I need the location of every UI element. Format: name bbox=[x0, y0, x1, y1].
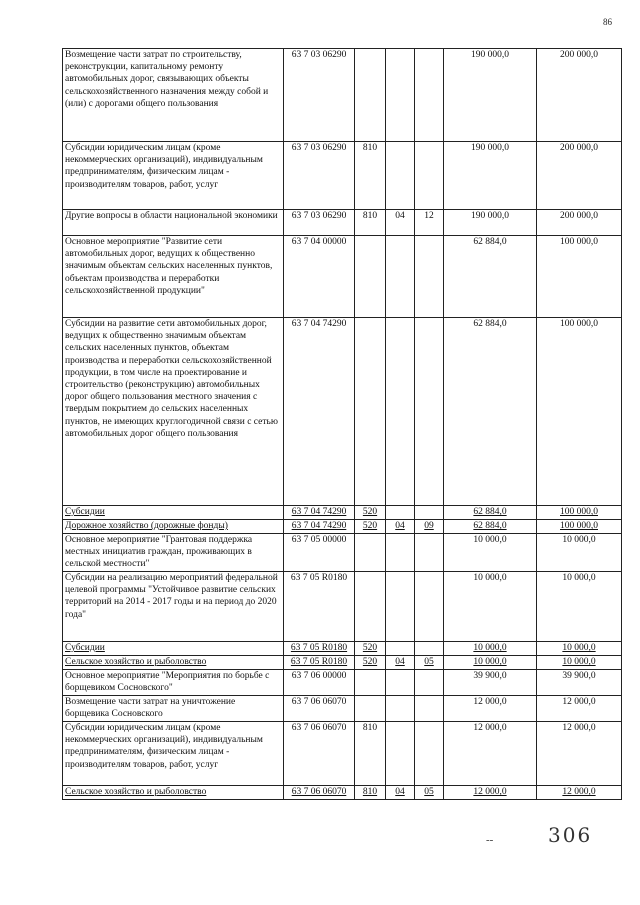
row-expense-type: 810 bbox=[355, 142, 386, 210]
row-code: 63 7 05 R0180 bbox=[284, 572, 355, 642]
table-row bbox=[63, 642, 622, 656]
row-expense-type bbox=[355, 318, 386, 506]
row-section: 04 bbox=[386, 210, 415, 236]
row-expense-type: 520 bbox=[355, 642, 386, 656]
row-section bbox=[386, 49, 415, 142]
row-section: 04 bbox=[386, 786, 415, 800]
row-sum-year-2: 12 000,0 bbox=[537, 786, 622, 800]
row-section: 04 bbox=[386, 520, 415, 534]
footer-stamp-number: 306 bbox=[548, 823, 593, 847]
row-sum-year-1: 62 884,0 bbox=[444, 506, 537, 520]
row-sum-year-2: 10 000,0 bbox=[537, 534, 622, 572]
table-row bbox=[63, 572, 622, 642]
row-expense-type bbox=[355, 670, 386, 696]
row-code: 63 7 04 74290 bbox=[284, 520, 355, 534]
row-sum-year-2: 200 000,0 bbox=[537, 210, 622, 236]
row-name: Субсидии юридическим лицам (кроме некоммерческих организаций), индивидуальным предпринимателям, физическим лицам - производителям товаров, работ, услуг bbox=[63, 722, 284, 786]
row-subsection bbox=[415, 642, 444, 656]
row-expense-type: 520 bbox=[355, 656, 386, 670]
row-subsection: 09 bbox=[415, 520, 444, 534]
row-expense-type bbox=[355, 534, 386, 572]
row-sum-year-1: 10 000,0 bbox=[444, 572, 537, 642]
row-code: 63 7 05 00000 bbox=[284, 534, 355, 572]
row-name: Дорожное хозяйство (дорожные фонды) bbox=[63, 520, 284, 534]
table-row bbox=[63, 520, 622, 534]
row-section bbox=[386, 534, 415, 572]
row-sum-year-1: 12 000,0 bbox=[444, 696, 537, 722]
row-expense-type: 810 bbox=[355, 210, 386, 236]
row-code: 63 7 03 06290 bbox=[284, 210, 355, 236]
page-number: 86 bbox=[603, 17, 612, 27]
row-name: Возмещение части затрат на уничтожение борщевика Сосновского bbox=[63, 696, 284, 722]
table-row bbox=[63, 142, 622, 210]
table-row bbox=[63, 696, 622, 722]
row-expense-type: 810 bbox=[355, 786, 386, 800]
table-row bbox=[63, 534, 622, 572]
row-subsection bbox=[415, 506, 444, 520]
row-sum-year-1: 10 000,0 bbox=[444, 642, 537, 656]
row-subsection: 12 bbox=[415, 210, 444, 236]
row-section bbox=[386, 236, 415, 318]
table-row bbox=[63, 786, 622, 800]
row-sum-year-1: 12 000,0 bbox=[444, 722, 537, 786]
table-row bbox=[63, 656, 622, 670]
table-row bbox=[63, 49, 622, 142]
row-sum-year-1: 39 900,0 bbox=[444, 670, 537, 696]
row-sum-year-1: 190 000,0 bbox=[444, 49, 537, 142]
row-sum-year-1: 62 884,0 bbox=[444, 318, 537, 506]
row-sum-year-2: 10 000,0 bbox=[537, 572, 622, 642]
row-subsection bbox=[415, 534, 444, 572]
row-code: 63 7 06 00000 bbox=[284, 670, 355, 696]
row-sum-year-1: 12 000,0 bbox=[444, 786, 537, 800]
table-row bbox=[63, 722, 622, 786]
row-expense-type bbox=[355, 572, 386, 642]
row-name: Основное мероприятие "Грантовая поддержка местных инициатив граждан, проживающих в сельской местности" bbox=[63, 534, 284, 572]
row-section bbox=[386, 696, 415, 722]
row-name: Другие вопросы в области национальной экономики bbox=[63, 210, 284, 236]
row-sum-year-1: 62 884,0 bbox=[444, 236, 537, 318]
row-sum-year-1: 62 884,0 bbox=[444, 520, 537, 534]
row-subsection bbox=[415, 236, 444, 318]
row-expense-type bbox=[355, 49, 386, 142]
row-name: Субсидии bbox=[63, 506, 284, 520]
row-expense-type: 520 bbox=[355, 506, 386, 520]
row-sum-year-2: 200 000,0 bbox=[537, 142, 622, 210]
row-name: Основное мероприятие "Развитие сети автомобильных дорог, ведущих к общественно значимым объектам сельских населенных пунктов, объектам производства и переработки сельскохозяйственной продукции" bbox=[63, 236, 284, 318]
row-code: 63 7 05 R0180 bbox=[284, 642, 355, 656]
row-name: Субсидии на развитие сети автомобильных дорог, ведущих к общественно значимым объектам сельских населенных пунктов, объектам производства и переработки сельскохозяйственной продукции, в том числе на проектирование и строительство (реконструкцию) автомобильных дорог общего пользования местного значения с твердым покрытием до сельских населенных пунктов, не имеющих круглогодичной связи с сетью автомобильных дорог общего пользования bbox=[63, 318, 284, 506]
row-section bbox=[386, 722, 415, 786]
row-section bbox=[386, 506, 415, 520]
row-section: 04 bbox=[386, 656, 415, 670]
row-sum-year-2: 200 000,0 bbox=[537, 49, 622, 142]
budget-table bbox=[62, 48, 622, 800]
row-sum-year-2: 100 000,0 bbox=[537, 236, 622, 318]
row-code: 63 7 06 06070 bbox=[284, 786, 355, 800]
row-subsection bbox=[415, 49, 444, 142]
row-subsection: 05 bbox=[415, 786, 444, 800]
table-row bbox=[63, 506, 622, 520]
row-subsection bbox=[415, 572, 444, 642]
row-name: Сельское хозяйство и рыболовство bbox=[63, 656, 284, 670]
row-sum-year-2: 10 000,0 bbox=[537, 656, 622, 670]
row-name: Возмещение части затрат по строительству, реконструкции, капитальному ремонту автомобильных дорог, связывающих объекты сельскохозяйственного назначения между собой и (или) с дорогами общего пользования bbox=[63, 49, 284, 142]
row-code: 63 7 05 R0180 bbox=[284, 656, 355, 670]
row-expense-type: 810 bbox=[355, 722, 386, 786]
row-sum-year-2: 39 900,0 bbox=[537, 670, 622, 696]
row-sum-year-2: 12 000,0 bbox=[537, 696, 622, 722]
row-code: 63 7 04 74290 bbox=[284, 318, 355, 506]
row-subsection bbox=[415, 318, 444, 506]
row-section bbox=[386, 318, 415, 506]
budget-table-body bbox=[63, 49, 622, 800]
row-subsection bbox=[415, 142, 444, 210]
table-row bbox=[63, 670, 622, 696]
row-code: 63 7 04 00000 bbox=[284, 236, 355, 318]
row-subsection bbox=[415, 722, 444, 786]
table-row bbox=[63, 236, 622, 318]
row-sum-year-2: 100 000,0 bbox=[537, 520, 622, 534]
row-sum-year-1: 10 000,0 bbox=[444, 656, 537, 670]
row-section bbox=[386, 642, 415, 656]
row-subsection bbox=[415, 696, 444, 722]
row-section bbox=[386, 572, 415, 642]
row-name: Субсидии на реализацию мероприятий федеральной целевой программы "Устойчивое развитие сельских территорий на 2014 - 2017 годы и на период до 2020 года" bbox=[63, 572, 284, 642]
row-code: 63 7 06 06070 bbox=[284, 722, 355, 786]
row-sum-year-1: 190 000,0 bbox=[444, 210, 537, 236]
row-subsection: 05 bbox=[415, 656, 444, 670]
row-sum-year-2: 12 000,0 bbox=[537, 722, 622, 786]
row-section bbox=[386, 142, 415, 210]
row-sum-year-2: 100 000,0 bbox=[537, 318, 622, 506]
row-expense-type: 520 bbox=[355, 520, 386, 534]
row-code: 63 7 03 06290 bbox=[284, 49, 355, 142]
table-row bbox=[63, 318, 622, 506]
row-sum-year-1: 190 000,0 bbox=[444, 142, 537, 210]
row-sum-year-2: 100 000,0 bbox=[537, 506, 622, 520]
row-subsection bbox=[415, 670, 444, 696]
row-expense-type bbox=[355, 236, 386, 318]
table-row bbox=[63, 210, 622, 236]
row-name: Субсидии bbox=[63, 642, 284, 656]
row-expense-type bbox=[355, 696, 386, 722]
row-sum-year-1: 10 000,0 bbox=[444, 534, 537, 572]
row-code: 63 7 04 74290 bbox=[284, 506, 355, 520]
footer-dash: -- bbox=[486, 834, 494, 846]
row-sum-year-2: 10 000,0 bbox=[537, 642, 622, 656]
row-name: Субсидии юридическим лицам (кроме некоммерческих организаций), индивидуальным предпринимателям, физическим лицам - производителям товаров, работ, услуг bbox=[63, 142, 284, 210]
row-name: Основное мероприятие "Мероприятия по борьбе с борщевиком Сосновского" bbox=[63, 670, 284, 696]
row-name: Сельское хозяйство и рыболовство bbox=[63, 786, 284, 800]
row-code: 63 7 06 06070 bbox=[284, 696, 355, 722]
row-code: 63 7 03 06290 bbox=[284, 142, 355, 210]
row-section bbox=[386, 670, 415, 696]
